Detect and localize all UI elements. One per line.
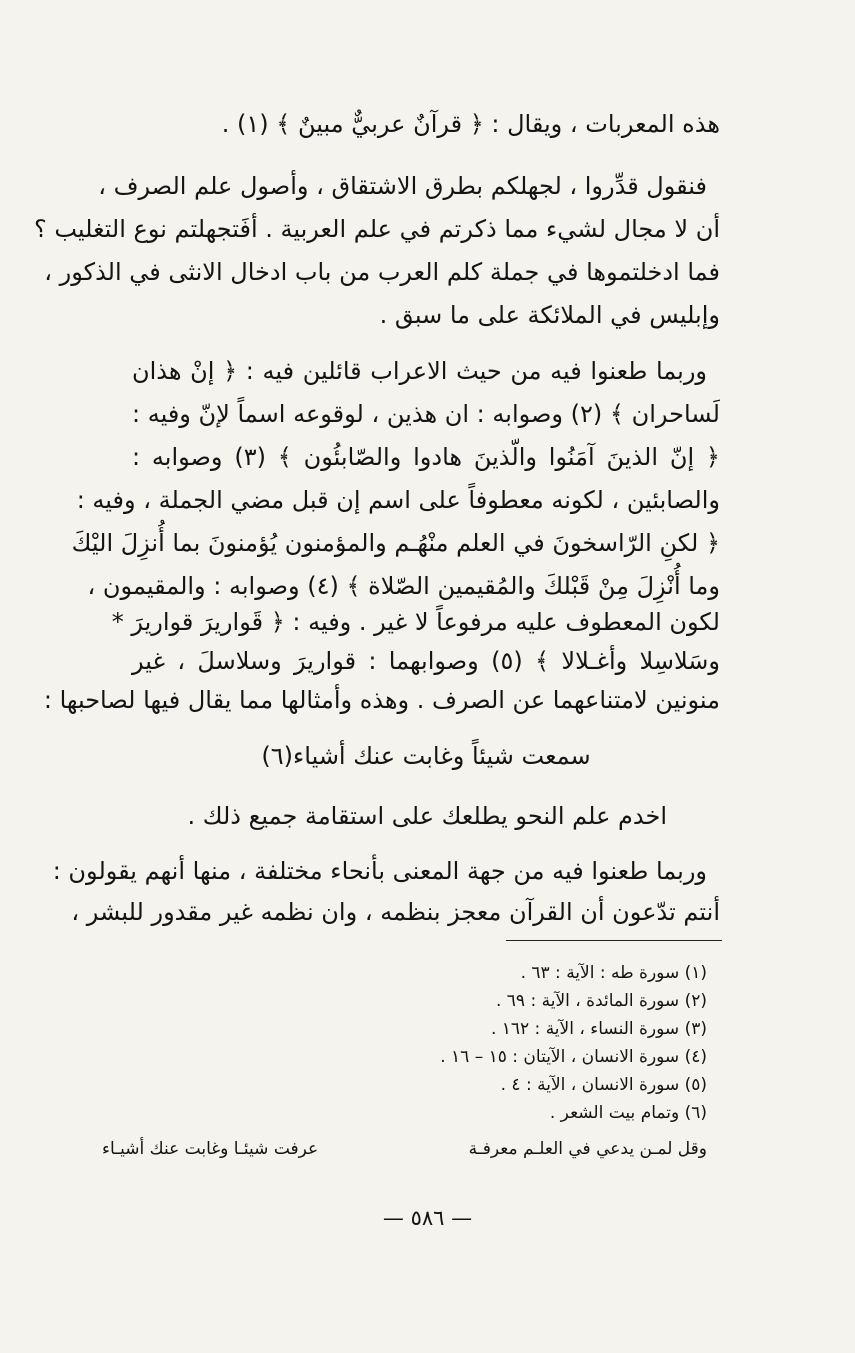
- body-line: وسَلاسِلا وأغـلالا ﴾ (٥) وصوابهما : قواريرَ وسلاسلَ ، غير: [132, 647, 721, 675]
- page-number: — ٥٨٦ —: [382, 1206, 473, 1230]
- body-line: منونين لامتناعهما عن الصرف . وهذه وأمثالها مما يقال فيها لصاحبها :: [43, 686, 720, 714]
- body-line: وربما طعنوا فيه من حيث الاعراب قائلين فيه : ﴿ إنْ هذان: [132, 357, 707, 385]
- body-line: والصابئين ، لكونه معطوفاً على اسم إن قبل مضي الجملة ، وفيه :: [76, 486, 720, 514]
- body-line: أن لا مجال لشيء مما ذكرتم في علم العربية . أفَتجهلتم نوع التغليب ؟: [33, 215, 720, 243]
- poem-first-hemistich: وقل لمـن يدعي في العلـم معرفـة: [468, 1139, 707, 1159]
- body-line: وما أُنْزِلَ مِنْ قَبْلكَ والمُقيمين الصّلاة ﴾ (٤) وصوابه : والمقيمون ،: [87, 572, 720, 600]
- body-line: وإبليس في الملائكة على ما سبق .: [379, 301, 720, 329]
- body-line: لَساحران ﴾ (٢) وصوابه : ان هذين ، لوقوعه اسماً لإنّ وفيه :: [132, 400, 720, 428]
- body-line: ﴿ لكنِ الرّاسخونَ في العلم منْهُـم والمؤمنون يُؤمنونَ بما أُنزِلَ اليْكَ: [71, 529, 720, 557]
- footnote: (١) سورة طه : الآية : ٦٣ .: [520, 963, 707, 983]
- body-line: فنقول قدِّروا ، لجهلكم بطرق الاشتقاق ، وأصول علم الصرف ،: [98, 172, 707, 200]
- footnote-poem-line: [102, 1136, 707, 1162]
- footnote: (٤) سورة الانسان ، الآيتان : ١٥ – ١٦ .: [440, 1047, 707, 1067]
- footnote: (٦) وتمام بيت الشعر .: [549, 1103, 707, 1123]
- quoted-verse: سمعت شيئاً وغابت عنك أشياء(٦): [261, 742, 591, 770]
- body-line: فما ادخلتموها في جملة كلم العرب من باب ادخال الانثى في الذكور ،: [44, 258, 720, 286]
- footnote-separator: [506, 940, 722, 941]
- footnote: (٢) سورة المائدة ، الآية : ٦٩ .: [495, 991, 707, 1011]
- body-line: أنتم تدّعون أن القرآن معجز بنظمه ، وان نظمه غير مقدور للبشر ،: [71, 898, 720, 926]
- body-line: ﴿ إنّ الذينَ آمَنُوا والّذينَ هادوا والصّابئُون ﴾ (٣) وصوابه :: [132, 443, 720, 471]
- body-line: هذه المعربات ، ويقال : ﴿ قرآنٌ عربيٌّ مبينٌ ﴾ (١) .: [221, 110, 720, 138]
- footnote: (٥) سورة الانسان ، الآية : ٤ .: [500, 1075, 707, 1095]
- body-line: اخدم علم النحو يطلعك على استقامة جميع ذلك .: [187, 802, 667, 830]
- footnote: (٣) سورة النساء ، الآية : ١٦٢ .: [490, 1019, 707, 1039]
- poem-second-hemistich: عرفت شيئـا وغابت عنك أشيـاء: [102, 1139, 319, 1159]
- body-line: لكون المعطوف عليه مرفوعاً لا غير . وفيه : ﴿ قَواريرَ قواريرَ *: [111, 608, 720, 636]
- body-line: وربما طعنوا فيه من جهة المعنى بأنحاء مختلفة ، منها أنهم يقولون :: [52, 857, 707, 885]
